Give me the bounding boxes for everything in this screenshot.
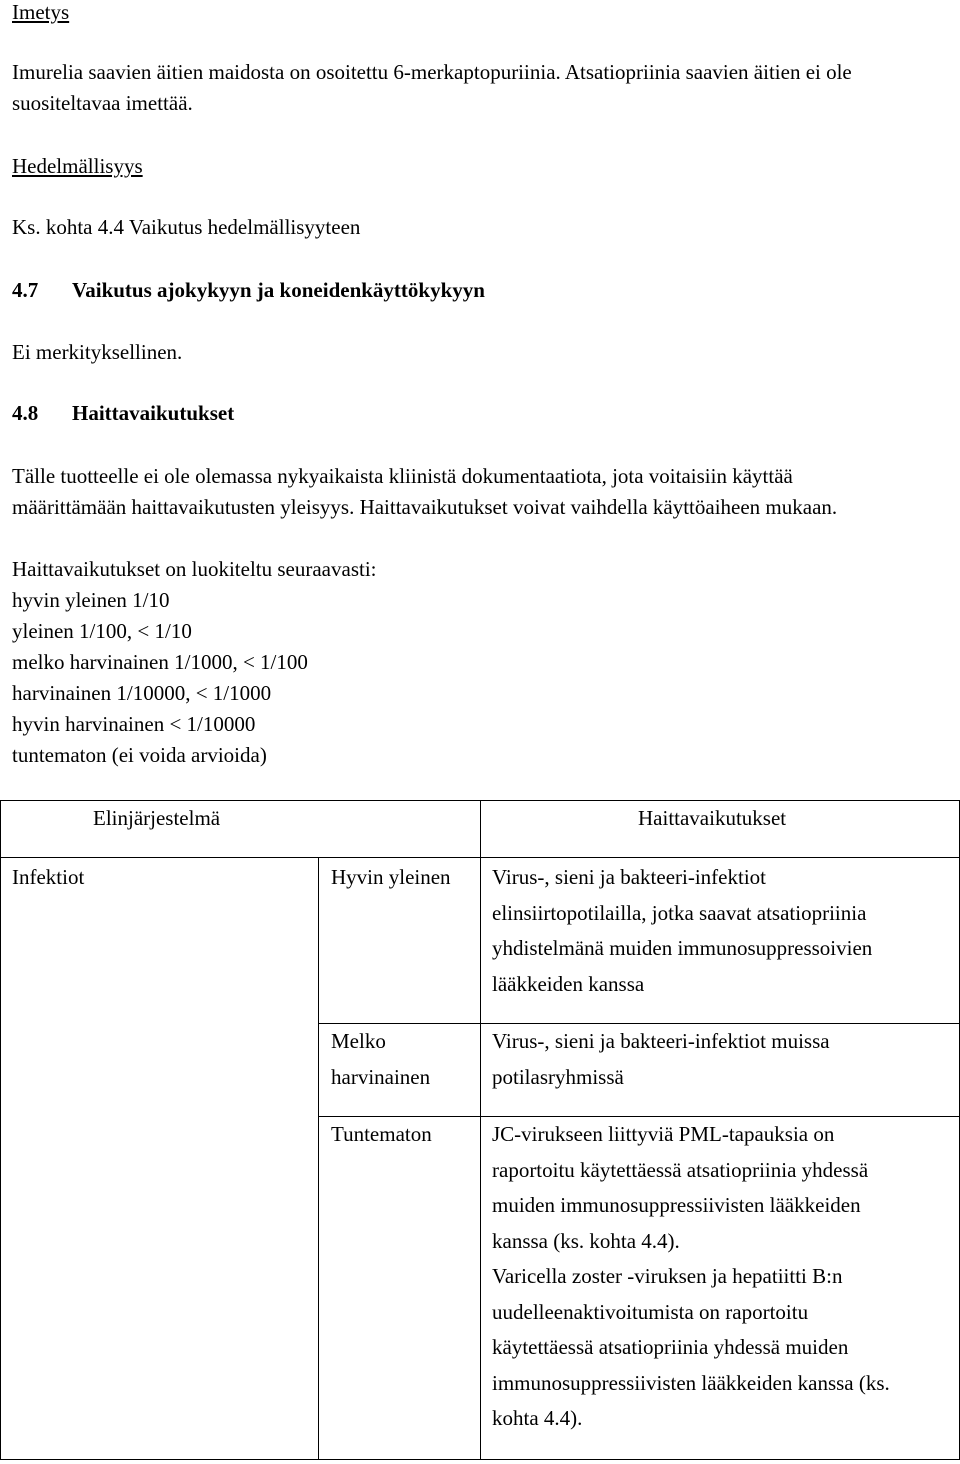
classification-line: harvinainen 1/10000, < 1/1000 (12, 681, 272, 705)
cell-line-text: JC-virukseen liittyviä PML-tapauksia on (492, 1122, 835, 1146)
classification-line: Haittavaikutukset on luokiteltu seuraavasti: (12, 557, 377, 581)
cell-line-text: lääkkeiden kanssa (492, 971, 645, 996)
cell-line-text: immunosuppressiivisten lääkkeiden kanssa (ks. (492, 1370, 890, 1395)
table-cell-system: Infektiot (12, 865, 85, 889)
cell-line-text: Virus-, sieni ja bakteeri-infektiot muissa (492, 1029, 830, 1053)
section-heading-4-7 (12, 275, 950, 306)
section-heading-text: Haittavaikutukset (72, 401, 235, 425)
cell-line-text: Melko (331, 1029, 386, 1053)
section-title-hedelmallisyys: Hedelmällisyys (12, 154, 143, 178)
cell-line-text: Tuntematon (331, 1122, 432, 1146)
table-rule (480, 800, 482, 1460)
table-cell-frequency (331, 1117, 432, 1153)
section-number: 4.8 (12, 401, 39, 425)
s47-paragraph: Ei merkityksellinen. (12, 340, 183, 364)
text-line: suositeltavaa imettää. (12, 91, 193, 115)
table-header-effects: Haittavaikutukset (638, 806, 787, 830)
cell-line-text: Virus-, sieni ja bakteeri-infektiot (492, 865, 766, 889)
text-line: Tälle tuotteelle ei ole olemassa nykyaikaista kliinistä dokumentaatiota, jota voitaisiin käyttää (12, 464, 793, 488)
table-cell-frequency (331, 860, 451, 896)
section-heading-4-8 (12, 398, 950, 429)
cell-line-text: kanssa (ks. kohta 4.4). (492, 1228, 680, 1253)
imetys-paragraph (12, 57, 950, 119)
table-rule (318, 858, 320, 1460)
section-number: 4.7 (12, 278, 39, 302)
cell-line-text: raportoitu käytettäessä atsatiopriinia yhdessä (492, 1157, 869, 1182)
table-header-system: Elinjärjestelmä (93, 806, 221, 830)
classification-line: tuntematon (ei voida arvioida) (12, 743, 267, 767)
cell-line-text: elinsiirtopotilailla, jotka saavat atsatiopriinia (492, 900, 867, 925)
cell-line-text: muiden immunosuppressiivisten lääkkeiden (492, 1193, 861, 1217)
classification-line: hyvin harvinainen < 1/10000 (12, 712, 256, 736)
table-cell-effect (492, 1117, 890, 1437)
classification-line: melko harvinainen 1/1000, < 1/100 (12, 650, 308, 674)
cell-line-text: potilasryhmissä (492, 1064, 624, 1089)
classification-line: hyvin yleinen 1/10 (12, 588, 170, 612)
cell-line-text: harvinainen (331, 1064, 431, 1089)
classification-line: yleinen 1/100, < 1/10 (12, 619, 192, 643)
cell-line-text: yhdistelmänä muiden immunosuppressoivien (492, 936, 873, 960)
cell-line-text: Hyvin yleinen (331, 865, 451, 889)
section-title-imetys: Imetys (12, 0, 70, 24)
table-cell-effect (492, 1024, 830, 1095)
classification-list (12, 554, 950, 771)
cell-line-text: käytettäessä atsatiopriinia yhdessä muiden (492, 1335, 849, 1359)
hedelmallisyys-paragraph: Ks. kohta 4.4 Vaikutus hedelmällisyyteen (12, 215, 361, 239)
s48-paragraph (12, 461, 950, 523)
section-heading-text: Vaikutus ajokykyyn ja koneidenkäyttökykyyn (72, 278, 485, 302)
cell-line-text: Varicella zoster -viruksen ja hepatiitti B:n (492, 1264, 843, 1288)
cell-line-text: uudelleenaktivoitumista on raportoitu (492, 1299, 809, 1324)
table-cell-frequency (331, 1024, 430, 1095)
text-line: Imurelia saavien äitien maidosta on osoitettu 6-merkaptopuriinia. Atsatiopriinia saavien äitien ei ole (12, 60, 852, 84)
cell-line-text: kohta 4.4). (492, 1406, 583, 1430)
text-line: määrittämään haittavaikutusten yleisyys. Haittavaikutukset voivat vaihdella käyttöaiheen mukaan. (12, 495, 838, 519)
table-cell-effect (492, 860, 872, 1002)
